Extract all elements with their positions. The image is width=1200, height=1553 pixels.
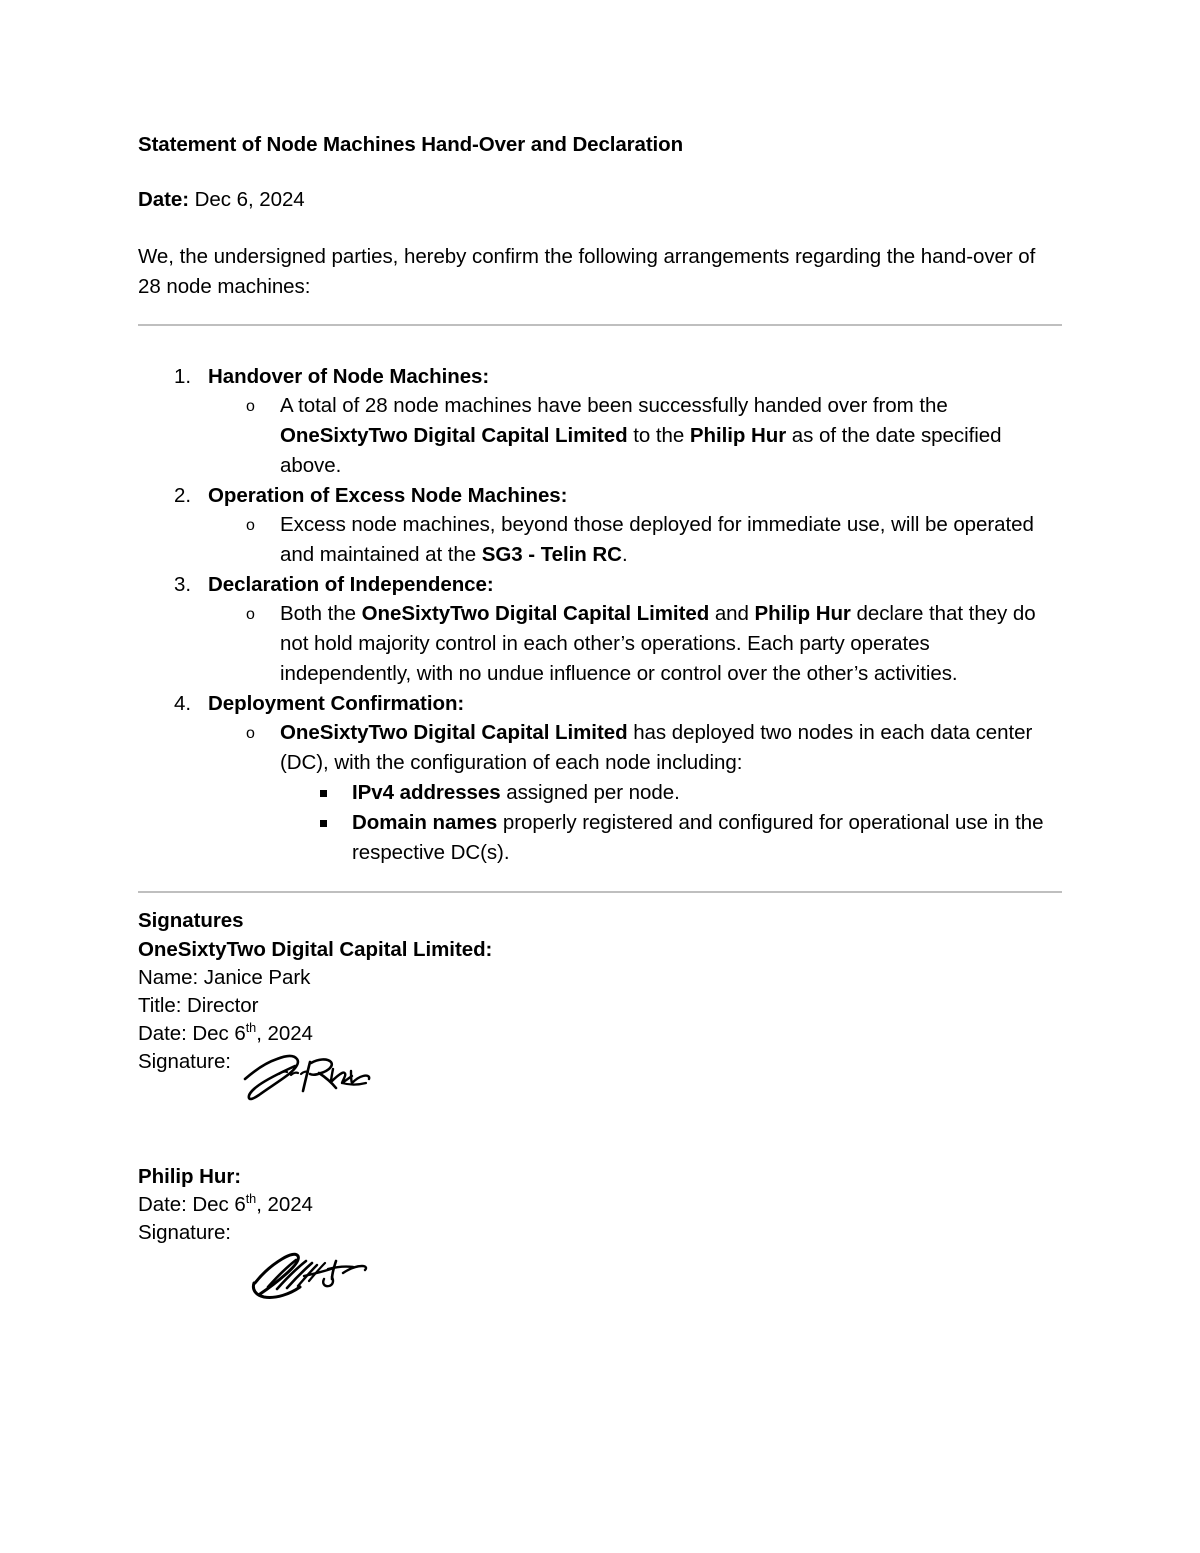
list-number: 4. (174, 691, 192, 715)
clause-list (138, 362, 1062, 867)
clause-heading: Declaration of Independence: (208, 572, 494, 596)
clause-heading: Operation of Excess Node Machines: (208, 483, 568, 507)
clause-text-part: declare that they do not hold majority control in each other’s operations. Each party operates independently, with no undue influence or control over the other’s activities. (280, 601, 1036, 685)
list-number: 3. (174, 572, 192, 596)
clause-text-part: A total of 28 node machines have been successfully handed over from the (280, 394, 948, 418)
divider-top (138, 324, 1062, 326)
party1-date-prefix: Date: Dec 6 (138, 1021, 246, 1045)
circle-bullet-icon: o (246, 398, 255, 416)
clause-heading: Deployment Confirmation: (208, 691, 465, 715)
signatures-heading: Signatures (138, 909, 244, 933)
site-name: SG3 - Telin RC (481, 542, 622, 566)
circle-bullet-icon: o (246, 724, 255, 742)
party1-date-ordinal: th (245, 1019, 257, 1035)
list-item (208, 718, 1062, 868)
party2-date-ordinal: th (245, 1191, 257, 1207)
list-item (208, 391, 1062, 481)
date-value: Dec 6, 2024 (189, 187, 305, 211)
clause-text-part: has deployed two nodes in each data center (DC), with the configuration of each node including: (280, 720, 1033, 774)
clause-text-part: Both the (280, 601, 362, 625)
date-label: Date: (138, 187, 190, 211)
party1-title: Title: Director (138, 993, 259, 1017)
date-paragraph (138, 185, 1062, 215)
config-term: Domain names (352, 810, 498, 834)
clause-text-part: Excess node machines, beyond those deployed for immediate use, will be operated and maintained at the (280, 512, 1034, 566)
list-item (280, 808, 1062, 868)
clause-detail-list (208, 510, 1062, 570)
person-name: Philip Hur (754, 601, 851, 625)
party2-signature-label: Signature: (138, 1220, 231, 1244)
person-name: Philip Hur (689, 424, 787, 448)
party2-date-suffix: , 2024 (256, 1192, 313, 1216)
company-name: OneSixtyTwo Digital Capital Limited (361, 601, 710, 625)
party1-signature-row (138, 1048, 1062, 1107)
list-item (208, 599, 1062, 689)
party1-company: OneSixtyTwo Digital Capital Limited: (138, 937, 493, 961)
list-item (208, 510, 1062, 570)
square-bullet-icon (320, 790, 327, 797)
circle-bullet-icon: o (246, 605, 255, 623)
clause-text-part: and (709, 601, 755, 625)
circle-bullet-icon: o (246, 516, 255, 534)
party2-name: Philip Hur: (138, 1164, 242, 1188)
list-item (138, 689, 1062, 868)
party2-signature-image (246, 1243, 1062, 1310)
list-item (138, 570, 1062, 689)
intro-paragraph: We, the undersigned parties, hereby confirm the following arrangements regarding the hand-over of 28 node machines: (138, 244, 1036, 298)
clause-detail-list (208, 391, 1062, 481)
clause-text-part: as of the date specified above. (280, 424, 1002, 477)
party1-name: Name: Janice Park (138, 965, 311, 989)
company-name: OneSixtyTwo Digital Capital Limited (280, 424, 628, 448)
list-number: 2. (174, 483, 192, 507)
party2-date (138, 1191, 1062, 1219)
clause-detail-list (208, 599, 1062, 689)
document-body (138, 132, 1062, 1310)
page-title: Statement of Node Machines Hand-Over and Declaration (138, 133, 683, 156)
party1-date (138, 1020, 1062, 1048)
config-list (280, 778, 1062, 868)
list-item (280, 778, 1062, 808)
config-description: properly registered and configured for operational use in the respective DC(s). (352, 810, 1044, 864)
signature-spacer (138, 1107, 1062, 1163)
party1-signature-image (239, 1050, 374, 1107)
clause-text-part: to the (627, 424, 690, 448)
signatures-section (138, 907, 1062, 1310)
divider-bottom (138, 891, 1062, 893)
party1-date-suffix: , 2024 (256, 1021, 313, 1045)
list-number: 1. (174, 365, 192, 388)
party1-signature-label: Signature: (138, 1049, 231, 1073)
party2-date-prefix: Date: Dec 6 (138, 1192, 246, 1216)
list-item (138, 362, 1062, 481)
square-bullet-icon (320, 820, 327, 827)
clause-detail-list (208, 718, 1062, 868)
clause-heading: Handover of Node Machines: (208, 365, 490, 388)
config-description: assigned per node. (500, 780, 680, 804)
config-term: IPv4 addresses (352, 780, 501, 804)
list-item (138, 481, 1062, 570)
company-name: OneSixtyTwo Digital Capital Limited (280, 720, 628, 744)
clause-text-part: . (621, 542, 628, 566)
